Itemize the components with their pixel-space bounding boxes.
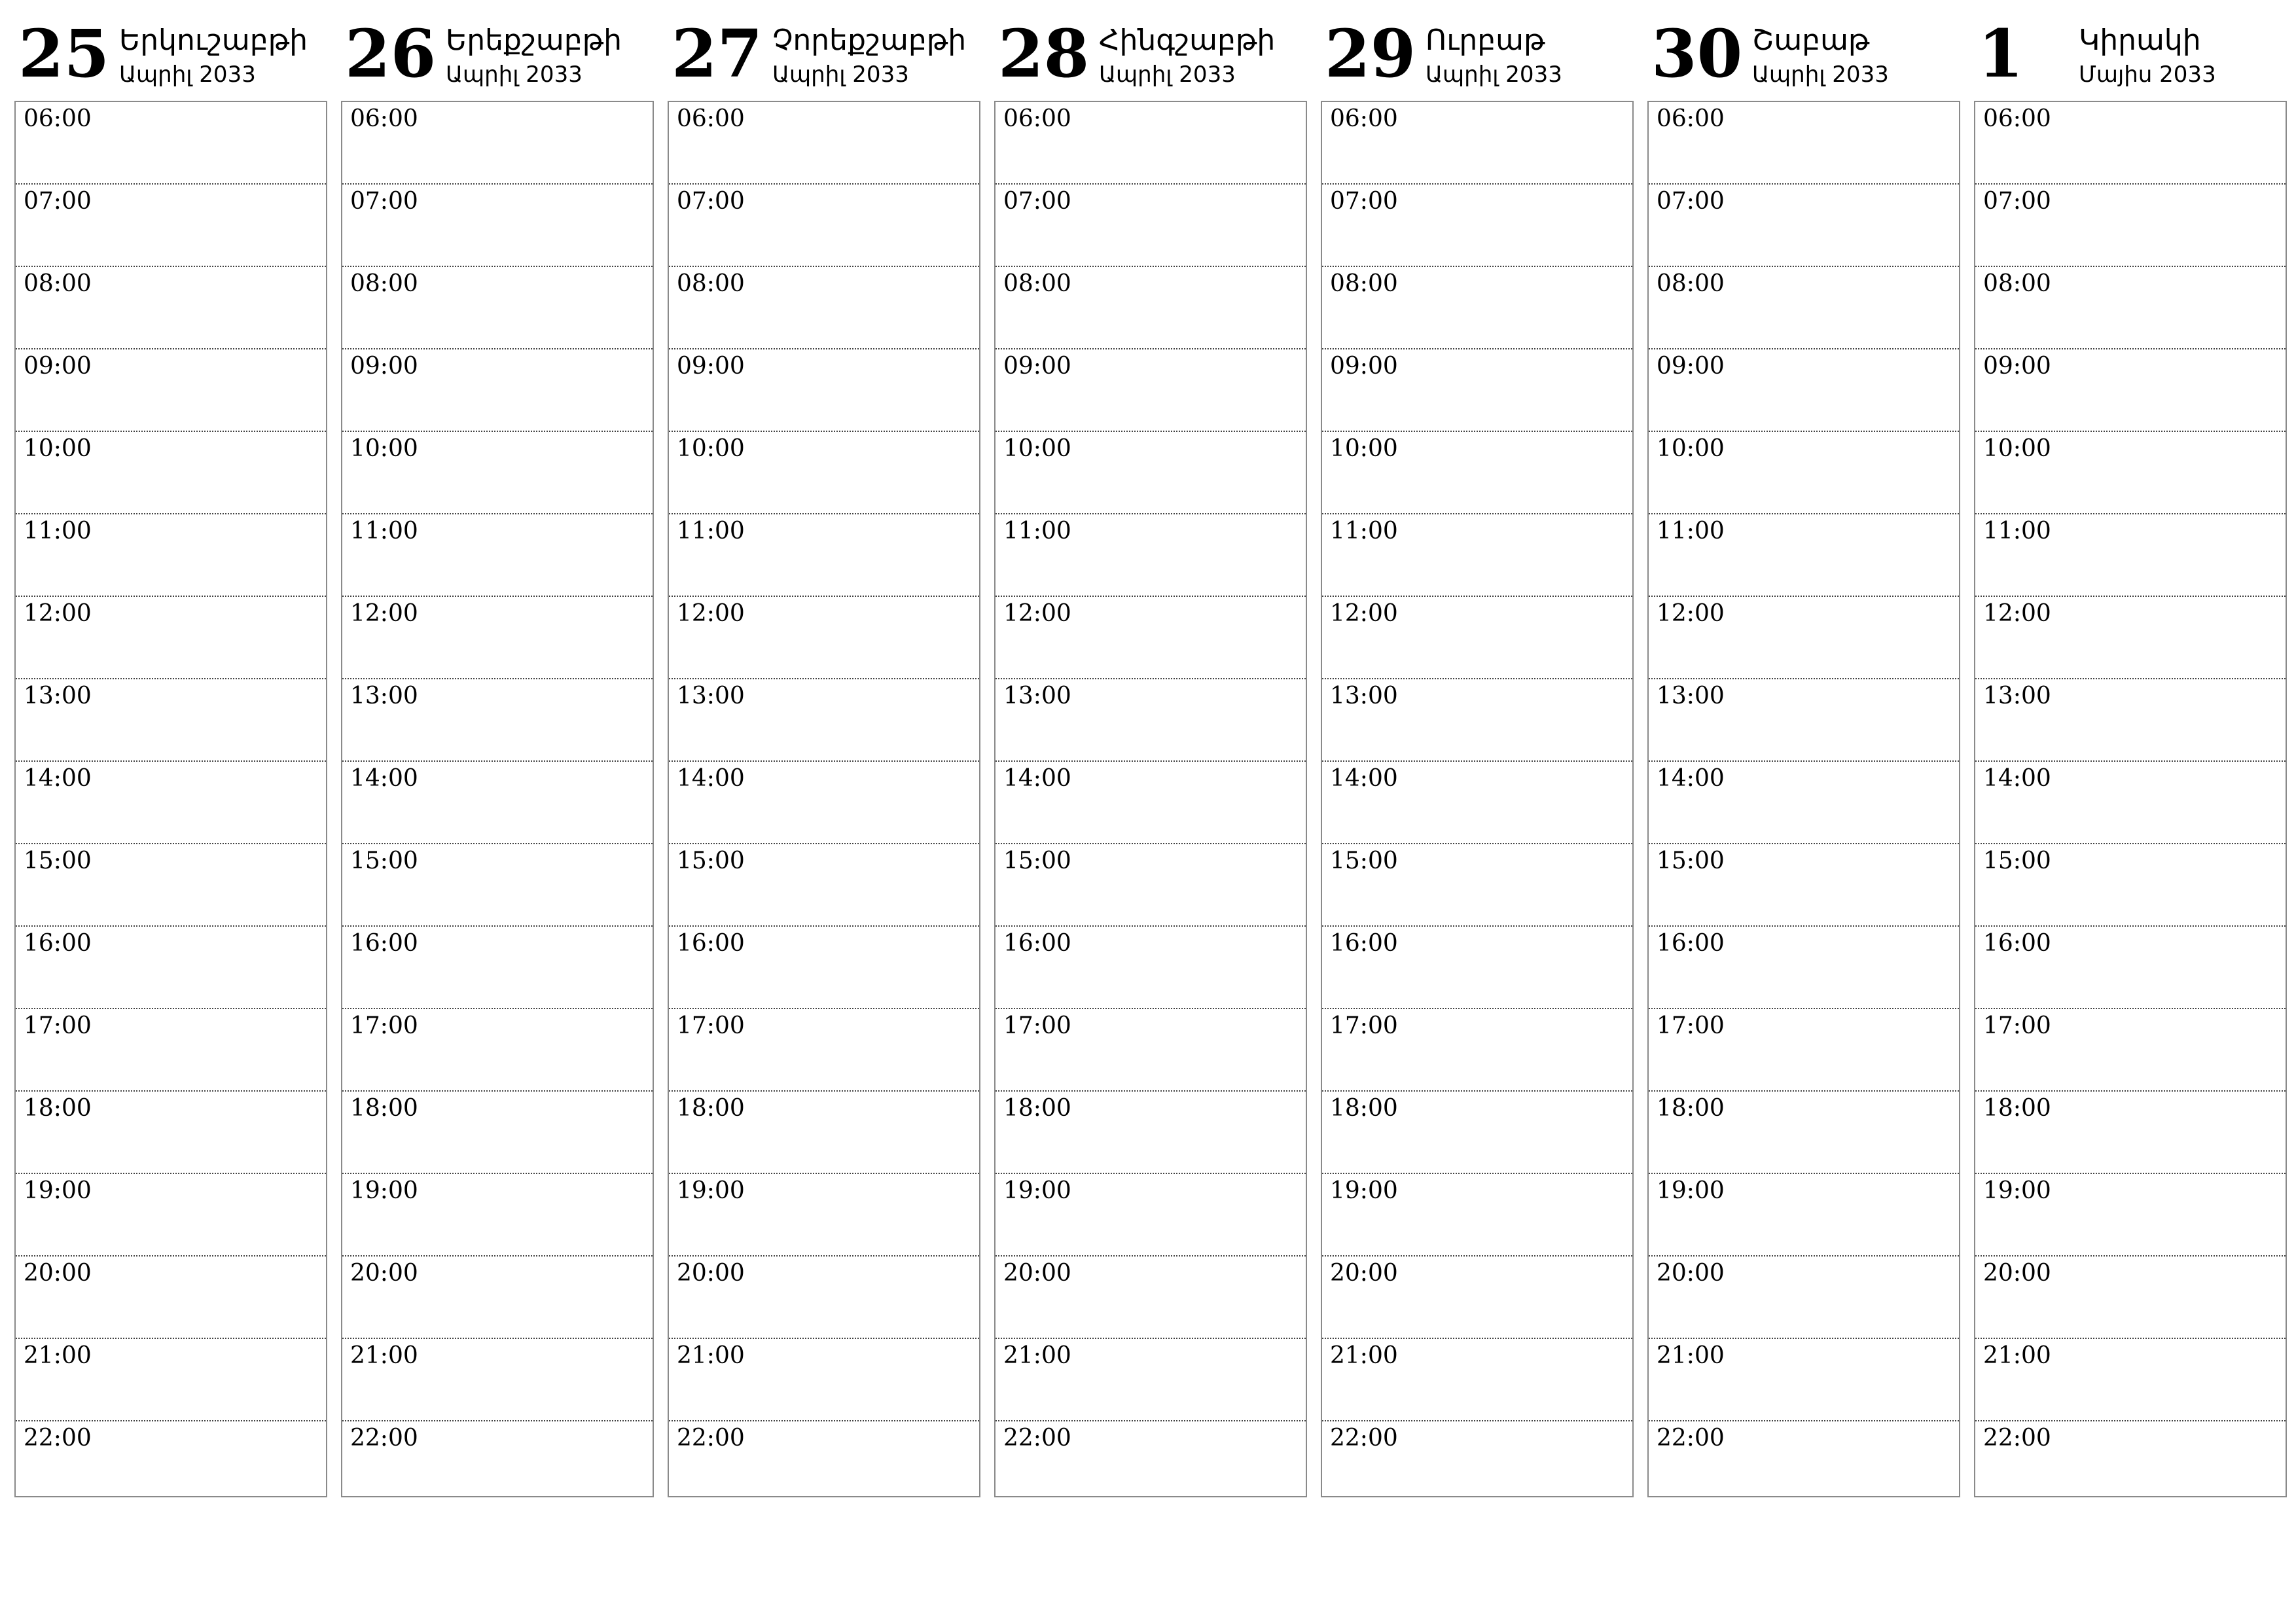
time-slot[interactable] xyxy=(1649,1009,1959,1092)
time-slot[interactable] xyxy=(669,185,979,267)
time-slot[interactable] xyxy=(1322,762,1632,844)
time-grid xyxy=(1321,101,1634,1497)
day-number: 29 xyxy=(1325,15,1416,92)
time-slot[interactable] xyxy=(669,844,979,927)
month-year: Ապրիլ 2033 xyxy=(1426,62,1562,88)
time-label: 08:00 xyxy=(677,270,745,297)
time-label: 07:00 xyxy=(24,188,92,215)
time-label: 20:00 xyxy=(350,1260,418,1287)
time-slot[interactable] xyxy=(669,1257,979,1339)
time-slot[interactable] xyxy=(16,762,326,844)
time-slot[interactable] xyxy=(1649,1174,1959,1257)
time-slot[interactable] xyxy=(16,1421,326,1503)
time-label: 22:00 xyxy=(1330,1425,1398,1452)
time-label: 18:00 xyxy=(1657,1095,1725,1122)
time-slot[interactable] xyxy=(1322,267,1632,349)
time-label: 16:00 xyxy=(1330,930,1398,957)
time-slot[interactable] xyxy=(1975,432,2286,514)
day-header xyxy=(994,0,1307,98)
time-slot[interactable] xyxy=(342,927,653,1009)
time-slot[interactable] xyxy=(16,597,326,679)
time-slot[interactable] xyxy=(1322,349,1632,432)
time-label: 17:00 xyxy=(1657,1012,1725,1039)
day-header xyxy=(1647,0,1960,98)
time-slot[interactable] xyxy=(669,597,979,679)
time-label: 12:00 xyxy=(1657,600,1725,627)
time-slot[interactable] xyxy=(669,102,979,185)
time-label: 22:00 xyxy=(677,1425,745,1452)
time-label: 20:00 xyxy=(1003,1260,1071,1287)
time-grid xyxy=(341,101,654,1497)
time-grid xyxy=(994,101,1307,1497)
time-label: 13:00 xyxy=(677,683,745,709)
time-slot[interactable] xyxy=(1975,1257,2286,1339)
time-label: 10:00 xyxy=(1003,435,1071,462)
time-slot[interactable] xyxy=(1649,597,1959,679)
time-label: 15:00 xyxy=(1330,847,1398,874)
day-number: 25 xyxy=(18,15,110,92)
time-label: 20:00 xyxy=(1330,1260,1398,1287)
time-slot[interactable] xyxy=(342,102,653,185)
time-label: 19:00 xyxy=(1983,1177,2051,1204)
time-slot[interactable] xyxy=(1322,927,1632,1009)
time-slot[interactable] xyxy=(1649,679,1959,762)
time-label: 10:00 xyxy=(1983,435,2051,462)
time-slot[interactable] xyxy=(1975,927,2286,1009)
time-slot[interactable] xyxy=(1975,844,2286,927)
time-slot[interactable] xyxy=(342,844,653,927)
time-label: 19:00 xyxy=(1330,1177,1398,1204)
time-slot[interactable] xyxy=(669,1092,979,1174)
time-label: 06:00 xyxy=(1003,105,1071,132)
time-label: 17:00 xyxy=(677,1012,745,1039)
month-year: Մայիս 2033 xyxy=(2079,62,2216,88)
day-header xyxy=(1974,0,2287,98)
time-label: 17:00 xyxy=(24,1012,92,1039)
time-label: 10:00 xyxy=(1657,435,1725,462)
time-label: 12:00 xyxy=(677,600,745,627)
time-label: 17:00 xyxy=(1330,1012,1398,1039)
time-slot[interactable] xyxy=(669,679,979,762)
time-label: 10:00 xyxy=(350,435,418,462)
time-label: 19:00 xyxy=(24,1177,92,1204)
day-number: 26 xyxy=(345,15,437,92)
time-slot[interactable] xyxy=(16,844,326,927)
month-year: Ապրիլ 2033 xyxy=(772,62,909,88)
time-slot[interactable] xyxy=(16,267,326,349)
time-label: 21:00 xyxy=(1983,1342,2051,1369)
time-slot[interactable] xyxy=(342,1257,653,1339)
time-slot[interactable] xyxy=(996,514,1306,597)
time-label: 15:00 xyxy=(1003,847,1071,874)
time-slot[interactable] xyxy=(1322,1092,1632,1174)
time-label: 22:00 xyxy=(350,1425,418,1452)
time-slot[interactable] xyxy=(1322,102,1632,185)
time-label: 18:00 xyxy=(677,1095,745,1122)
time-slot[interactable] xyxy=(1975,1092,2286,1174)
time-slot[interactable] xyxy=(996,1421,1306,1503)
time-slot[interactable] xyxy=(996,432,1306,514)
day-number: 30 xyxy=(1651,15,1743,92)
time-label: 14:00 xyxy=(1657,765,1725,792)
time-slot[interactable] xyxy=(342,597,653,679)
time-slot[interactable] xyxy=(1649,349,1959,432)
time-slot[interactable] xyxy=(996,927,1306,1009)
time-label: 15:00 xyxy=(350,847,418,874)
time-slot[interactable] xyxy=(342,1009,653,1092)
time-label: 21:00 xyxy=(1330,1342,1398,1369)
month-year: Ապրիլ 2033 xyxy=(119,62,256,88)
time-slot[interactable] xyxy=(1975,679,2286,762)
time-slot[interactable] xyxy=(669,1174,979,1257)
day-header xyxy=(668,0,980,98)
time-label: 13:00 xyxy=(24,683,92,709)
time-label: 07:00 xyxy=(1657,188,1725,215)
time-slot[interactable] xyxy=(1649,762,1959,844)
time-slot[interactable] xyxy=(342,1174,653,1257)
time-slot[interactable] xyxy=(342,1339,653,1421)
time-slot[interactable] xyxy=(1649,1339,1959,1421)
time-slot[interactable] xyxy=(1649,102,1959,185)
time-label: 22:00 xyxy=(1657,1425,1725,1452)
time-label: 21:00 xyxy=(1003,1342,1071,1369)
time-slot[interactable] xyxy=(1649,927,1959,1009)
time-label: 10:00 xyxy=(1330,435,1398,462)
time-slot[interactable] xyxy=(1975,762,2286,844)
time-label: 11:00 xyxy=(1983,518,2051,544)
time-slot[interactable] xyxy=(1649,844,1959,927)
time-slot[interactable] xyxy=(1975,349,2286,432)
time-label: 21:00 xyxy=(677,1342,745,1369)
day-header xyxy=(1321,0,1634,98)
time-slot[interactable] xyxy=(1975,267,2286,349)
time-label: 06:00 xyxy=(1657,105,1725,132)
time-slot[interactable] xyxy=(669,1421,979,1503)
time-label: 21:00 xyxy=(1657,1342,1725,1369)
time-label: 14:00 xyxy=(677,765,745,792)
time-label: 06:00 xyxy=(24,105,92,132)
time-slot[interactable] xyxy=(669,514,979,597)
time-slot[interactable] xyxy=(16,514,326,597)
time-label: 09:00 xyxy=(1657,353,1725,380)
time-label: 11:00 xyxy=(350,518,418,544)
time-label: 11:00 xyxy=(1003,518,1071,544)
time-slot[interactable] xyxy=(1975,597,2286,679)
time-slot[interactable] xyxy=(1322,679,1632,762)
time-slot[interactable] xyxy=(1322,514,1632,597)
time-slot[interactable] xyxy=(996,185,1306,267)
time-label: 12:00 xyxy=(350,600,418,627)
time-label: 09:00 xyxy=(350,353,418,380)
time-slot[interactable] xyxy=(996,1092,1306,1174)
time-label: 22:00 xyxy=(1983,1425,2051,1452)
time-label: 10:00 xyxy=(24,435,92,462)
time-label: 13:00 xyxy=(1330,683,1398,709)
time-slot[interactable] xyxy=(16,185,326,267)
time-slot[interactable] xyxy=(1322,1421,1632,1503)
weekday-name: Երկուշաբթի xyxy=(119,24,308,57)
time-slot[interactable] xyxy=(1322,185,1632,267)
time-label: 10:00 xyxy=(677,435,745,462)
time-label: 08:00 xyxy=(1983,270,2051,297)
time-slot[interactable] xyxy=(1649,1092,1959,1174)
time-slot[interactable] xyxy=(669,762,979,844)
time-slot[interactable] xyxy=(1649,432,1959,514)
time-label: 15:00 xyxy=(1657,847,1725,874)
time-label: 18:00 xyxy=(1330,1095,1398,1122)
month-year: Ապրիլ 2033 xyxy=(1752,62,1889,88)
time-label: 13:00 xyxy=(350,683,418,709)
time-slot[interactable] xyxy=(1322,1174,1632,1257)
time-slot[interactable] xyxy=(996,1009,1306,1092)
time-label: 09:00 xyxy=(24,353,92,380)
time-slot[interactable] xyxy=(996,349,1306,432)
time-label: 09:00 xyxy=(677,353,745,380)
time-label: 16:00 xyxy=(1983,930,2051,957)
time-label: 08:00 xyxy=(1657,270,1725,297)
time-slot[interactable] xyxy=(16,432,326,514)
time-label: 22:00 xyxy=(1003,1425,1071,1452)
time-label: 18:00 xyxy=(1983,1095,2051,1122)
time-slot[interactable] xyxy=(342,185,653,267)
time-label: 08:00 xyxy=(1003,270,1071,297)
time-label: 11:00 xyxy=(1657,518,1725,544)
time-slot[interactable] xyxy=(669,267,979,349)
weekday-name: Հինգշաբթի xyxy=(1099,24,1276,57)
time-label: 07:00 xyxy=(1983,188,2051,215)
time-slot[interactable] xyxy=(669,1009,979,1092)
time-label: 12:00 xyxy=(1330,600,1398,627)
time-grid xyxy=(668,101,980,1497)
weekday-name: Ուրբաթ xyxy=(1426,24,1545,57)
time-label: 20:00 xyxy=(1983,1260,2051,1287)
time-label: 17:00 xyxy=(1983,1012,2051,1039)
time-slot[interactable] xyxy=(1649,267,1959,349)
time-slot[interactable] xyxy=(669,349,979,432)
time-slot[interactable] xyxy=(996,1174,1306,1257)
time-label: 19:00 xyxy=(677,1177,745,1204)
month-year: Ապրիլ 2033 xyxy=(446,62,583,88)
time-slot[interactable] xyxy=(1649,514,1959,597)
time-slot[interactable] xyxy=(16,349,326,432)
time-label: 11:00 xyxy=(24,518,92,544)
time-slot[interactable] xyxy=(16,1339,326,1421)
time-label: 07:00 xyxy=(1003,188,1071,215)
day-number: 28 xyxy=(998,15,1090,92)
day-number: 27 xyxy=(672,15,763,92)
time-label: 18:00 xyxy=(1003,1095,1071,1122)
time-slot[interactable] xyxy=(1322,597,1632,679)
time-slot[interactable] xyxy=(1975,1421,2286,1503)
time-label: 18:00 xyxy=(24,1095,92,1122)
time-label: 07:00 xyxy=(677,188,745,215)
time-label: 08:00 xyxy=(350,270,418,297)
time-label: 15:00 xyxy=(1983,847,2051,874)
time-slot[interactable] xyxy=(1975,1174,2286,1257)
time-label: 12:00 xyxy=(1983,600,2051,627)
time-slot[interactable] xyxy=(1322,1009,1632,1092)
time-label: 13:00 xyxy=(1983,683,2051,709)
time-grid xyxy=(1647,101,1960,1497)
time-slot[interactable] xyxy=(1975,1009,2286,1092)
time-slot[interactable] xyxy=(1975,185,2286,267)
time-label: 06:00 xyxy=(677,105,745,132)
time-slot[interactable] xyxy=(16,1009,326,1092)
time-label: 16:00 xyxy=(350,930,418,957)
time-slot[interactable] xyxy=(16,927,326,1009)
time-label: 14:00 xyxy=(1003,765,1071,792)
time-label: 06:00 xyxy=(1983,105,2051,132)
time-slot[interactable] xyxy=(16,1092,326,1174)
time-slot[interactable] xyxy=(342,1421,653,1503)
time-label: 06:00 xyxy=(350,105,418,132)
time-label: 19:00 xyxy=(1003,1177,1071,1204)
time-label: 20:00 xyxy=(677,1260,745,1287)
time-slot[interactable] xyxy=(996,597,1306,679)
time-label: 16:00 xyxy=(24,930,92,957)
day-header xyxy=(14,0,327,98)
time-label: 13:00 xyxy=(1003,683,1071,709)
time-label: 09:00 xyxy=(1003,353,1071,380)
time-slot[interactable] xyxy=(16,1257,326,1339)
time-slot[interactable] xyxy=(342,349,653,432)
time-grid xyxy=(1974,101,2287,1497)
time-slot[interactable] xyxy=(669,1339,979,1421)
time-slot[interactable] xyxy=(669,927,979,1009)
time-label: 14:00 xyxy=(1330,765,1398,792)
month-year: Ապրիլ 2033 xyxy=(1099,62,1236,88)
time-slot[interactable] xyxy=(1975,514,2286,597)
time-label: 12:00 xyxy=(1003,600,1071,627)
time-label: 17:00 xyxy=(350,1012,418,1039)
time-slot[interactable] xyxy=(1322,844,1632,927)
time-label: 08:00 xyxy=(1330,270,1398,297)
time-slot[interactable] xyxy=(342,1092,653,1174)
time-grid xyxy=(14,101,327,1497)
time-slot[interactable] xyxy=(996,267,1306,349)
time-label: 19:00 xyxy=(350,1177,418,1204)
time-label: 18:00 xyxy=(350,1095,418,1122)
time-slot[interactable] xyxy=(342,514,653,597)
time-slot[interactable] xyxy=(342,267,653,349)
time-slot[interactable] xyxy=(996,679,1306,762)
time-label: 20:00 xyxy=(24,1260,92,1287)
time-label: 15:00 xyxy=(24,847,92,874)
time-slot[interactable] xyxy=(1649,185,1959,267)
time-slot[interactable] xyxy=(996,762,1306,844)
time-slot[interactable] xyxy=(1322,432,1632,514)
time-label: 15:00 xyxy=(677,847,745,874)
time-slot[interactable] xyxy=(996,102,1306,185)
time-label: 14:00 xyxy=(1983,765,2051,792)
weekday-name: Կիրակի xyxy=(2079,24,2201,57)
weekday-name: Չորեքշաբթի xyxy=(772,24,967,57)
time-slot[interactable] xyxy=(342,432,653,514)
time-label: 22:00 xyxy=(24,1425,92,1452)
time-label: 17:00 xyxy=(1003,1012,1071,1039)
day-header xyxy=(341,0,654,98)
time-label: 16:00 xyxy=(677,930,745,957)
time-label: 19:00 xyxy=(1657,1177,1725,1204)
time-label: 07:00 xyxy=(350,188,418,215)
time-label: 13:00 xyxy=(1657,683,1725,709)
weekday-name: Երեքշաբթի xyxy=(446,24,622,57)
time-label: 08:00 xyxy=(24,270,92,297)
day-number: 1 xyxy=(1978,15,2024,92)
time-slot[interactable] xyxy=(1322,1339,1632,1421)
time-slot[interactable] xyxy=(996,844,1306,927)
time-slot[interactable] xyxy=(996,1339,1306,1421)
time-label: 11:00 xyxy=(677,518,745,544)
time-label: 12:00 xyxy=(24,600,92,627)
weekday-name: Շաբաթ xyxy=(1752,24,1870,57)
time-slot[interactable] xyxy=(342,762,653,844)
time-label: 16:00 xyxy=(1003,930,1071,957)
time-label: 14:00 xyxy=(24,765,92,792)
time-label: 21:00 xyxy=(350,1342,418,1369)
time-slot[interactable] xyxy=(342,679,653,762)
time-slot[interactable] xyxy=(16,679,326,762)
time-label: 16:00 xyxy=(1657,930,1725,957)
time-label: 14:00 xyxy=(350,765,418,792)
time-slot[interactable] xyxy=(1975,102,2286,185)
time-label: 06:00 xyxy=(1330,105,1398,132)
time-slot[interactable] xyxy=(996,1257,1306,1339)
time-label: 20:00 xyxy=(1657,1260,1725,1287)
time-slot[interactable] xyxy=(1649,1421,1959,1503)
time-label: 11:00 xyxy=(1330,518,1398,544)
time-slot[interactable] xyxy=(16,1174,326,1257)
time-label: 09:00 xyxy=(1983,353,2051,380)
time-label: 21:00 xyxy=(24,1342,92,1369)
time-slot[interactable] xyxy=(669,432,979,514)
time-slot[interactable] xyxy=(1649,1257,1959,1339)
time-label: 09:00 xyxy=(1330,353,1398,380)
time-slot[interactable] xyxy=(1975,1339,2286,1421)
time-label: 07:00 xyxy=(1330,188,1398,215)
time-slot[interactable] xyxy=(1322,1257,1632,1339)
time-slot[interactable] xyxy=(16,102,326,185)
